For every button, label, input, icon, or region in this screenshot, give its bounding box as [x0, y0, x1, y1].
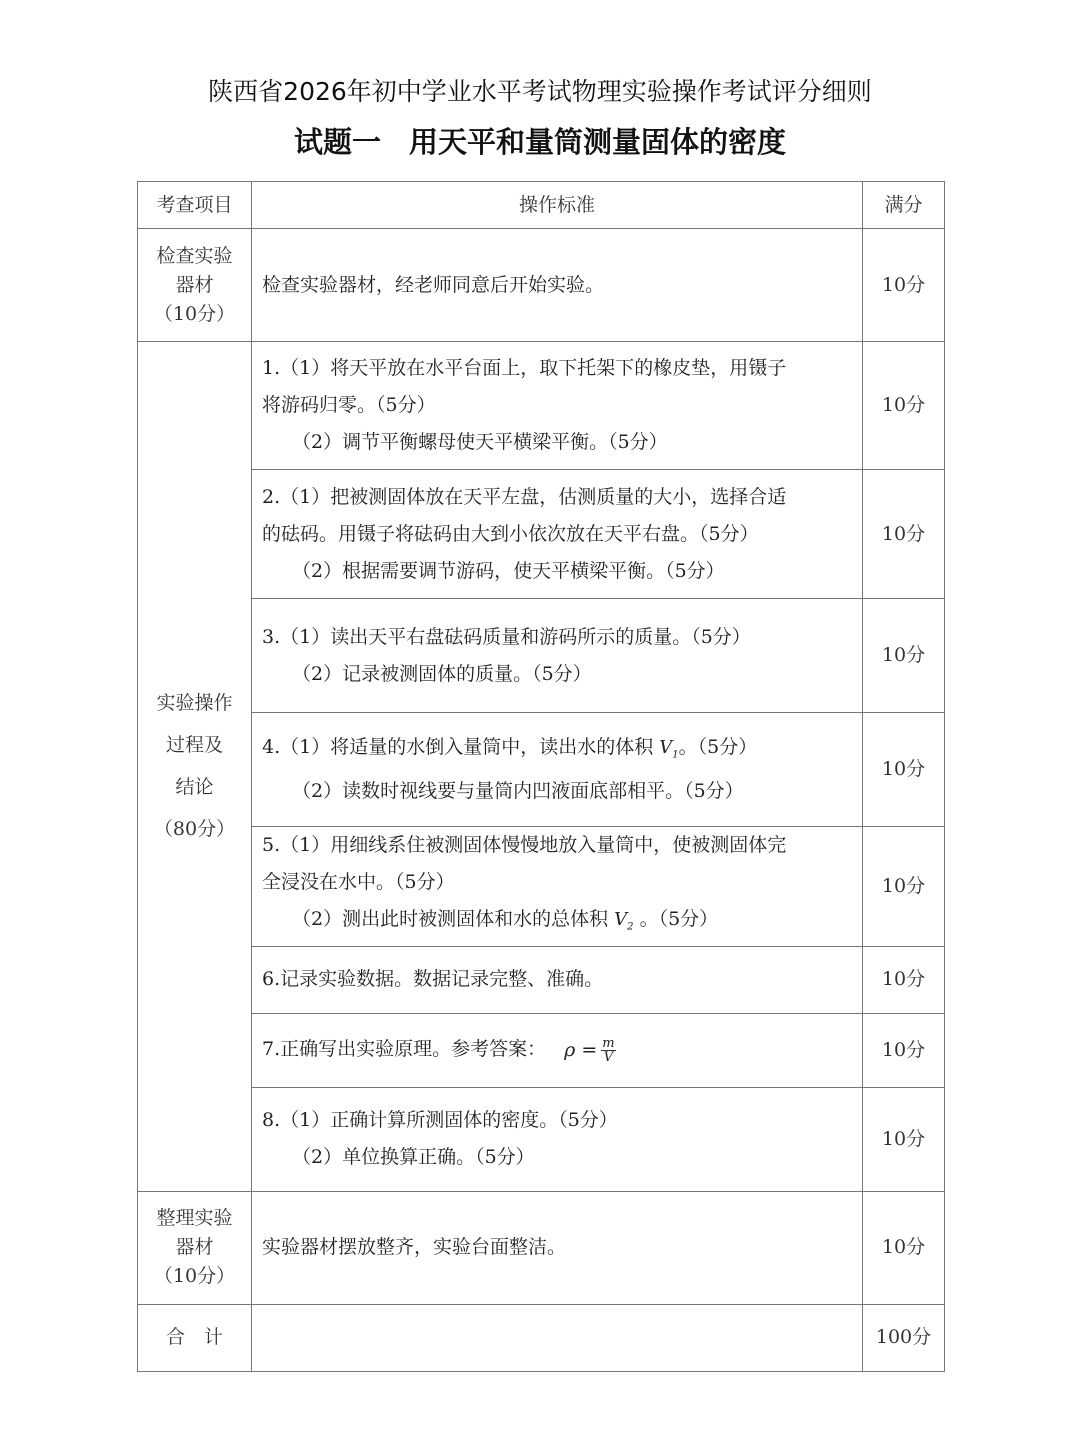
standard-cell: 7.正确写出实验原理。参考答案： ρ = $\frac{m}{V}$ — [252, 1013, 863, 1087]
section-label-cleanup: 整理实验 器材 （10分） — [138, 1191, 252, 1304]
total-content — [252, 1304, 863, 1371]
table-row — [138, 1191, 945, 1304]
score-cell: 10分 — [863, 713, 945, 827]
score-cell: 10分 — [863, 946, 945, 1013]
standard-cell: 8.（1）正确计算所测固体的密度。（5分） （2）单位换算正确。（5分） — [252, 1087, 863, 1191]
standard-cell: 1.（1）将天平放在水平台面上，取下托架下的橡皮垫，用镊子 将游码归零。（5分） （2）调节平衡螺母使天平横梁平衡。（5分） — [252, 342, 863, 470]
table-row — [138, 1013, 945, 1087]
score-cell: 10分 — [863, 1087, 945, 1191]
section-label-check: 检查实验 器材 （10分） — [138, 229, 252, 342]
score-cell: 10分 — [863, 229, 945, 342]
score-cell: 10分 — [863, 342, 945, 470]
subtitle-text: 用天平和量筒测量固体的密度 — [409, 125, 787, 159]
standard-cell: 2.（1）把被测固体放在天平左盘，估测质量的大小，选择合适 的砝码。用镊子将砝码由大到小依次放在天平右盘。（5分） （2）根据需要调节游码，使天平横梁平衡。（5分） — [252, 470, 863, 599]
table-row — [138, 827, 945, 947]
standard-cell: 检查实验器材，经老师同意后开始实验。 — [252, 229, 863, 342]
page-title: 陕西省2026年初中学业水平考试物理实验操作考试评分细则 — [208, 77, 872, 106]
table-header-row — [138, 182, 945, 229]
header-standard: 操作标准 — [252, 182, 863, 229]
table-row — [138, 946, 945, 1013]
total-row — [138, 1304, 945, 1371]
scoring-table — [137, 181, 945, 1372]
score-cell: 10分 — [863, 1191, 945, 1304]
standard-cell: 4.（1）将适量的水倒入量筒中，读出水的体积 $V_1$。（5分） （2）读数时视线要与量筒内凹液面底部相平。（5分） — [252, 713, 863, 827]
variable-v2: $V_2$ — [614, 909, 634, 933]
header-score: 满分 — [863, 182, 945, 229]
score-cell: 10分 — [863, 1013, 945, 1087]
header-item: 考查项目 — [138, 182, 252, 229]
table-row — [138, 342, 945, 470]
score-cell: 10分 — [863, 470, 945, 599]
table-row — [138, 1087, 945, 1191]
table-row — [138, 713, 945, 827]
table-row — [138, 229, 945, 342]
subtitle-number: 试题一 — [293, 125, 381, 159]
standard-cell: 实验器材摆放整齐，实验台面整洁。 — [252, 1191, 863, 1304]
table-row — [138, 470, 945, 599]
standard-cell: 5.（1）用细线系住被测固体慢慢地放入量筒中，使被测固体完 全浸没在水中。（5分） （2）测出此时被测固体和水的总体积 $V_2$ 。（5分） — [252, 827, 863, 947]
total-label: 合 计 — [138, 1304, 252, 1371]
standard-cell: 3.（1）读出天平右盘砝码质量和游码所示的质量。（5分） （2）记录被测固体的质量。（5分） — [252, 599, 863, 713]
density-formula: ρ = $\frac{m}{V}$ — [564, 1036, 615, 1066]
table-row — [138, 599, 945, 713]
total-score: 100分 — [863, 1304, 945, 1371]
score-cell: 10分 — [863, 599, 945, 713]
standard-cell: 6.记录实验数据。数据记录完整、准确。 — [252, 946, 863, 1013]
page-subtitle — [0, 120, 1080, 161]
section-label-process: 实验操作 过程及 结论 （80分） — [138, 342, 252, 1192]
score-cell: 10分 — [863, 827, 945, 947]
variable-v1: $V_1$ — [659, 736, 679, 761]
